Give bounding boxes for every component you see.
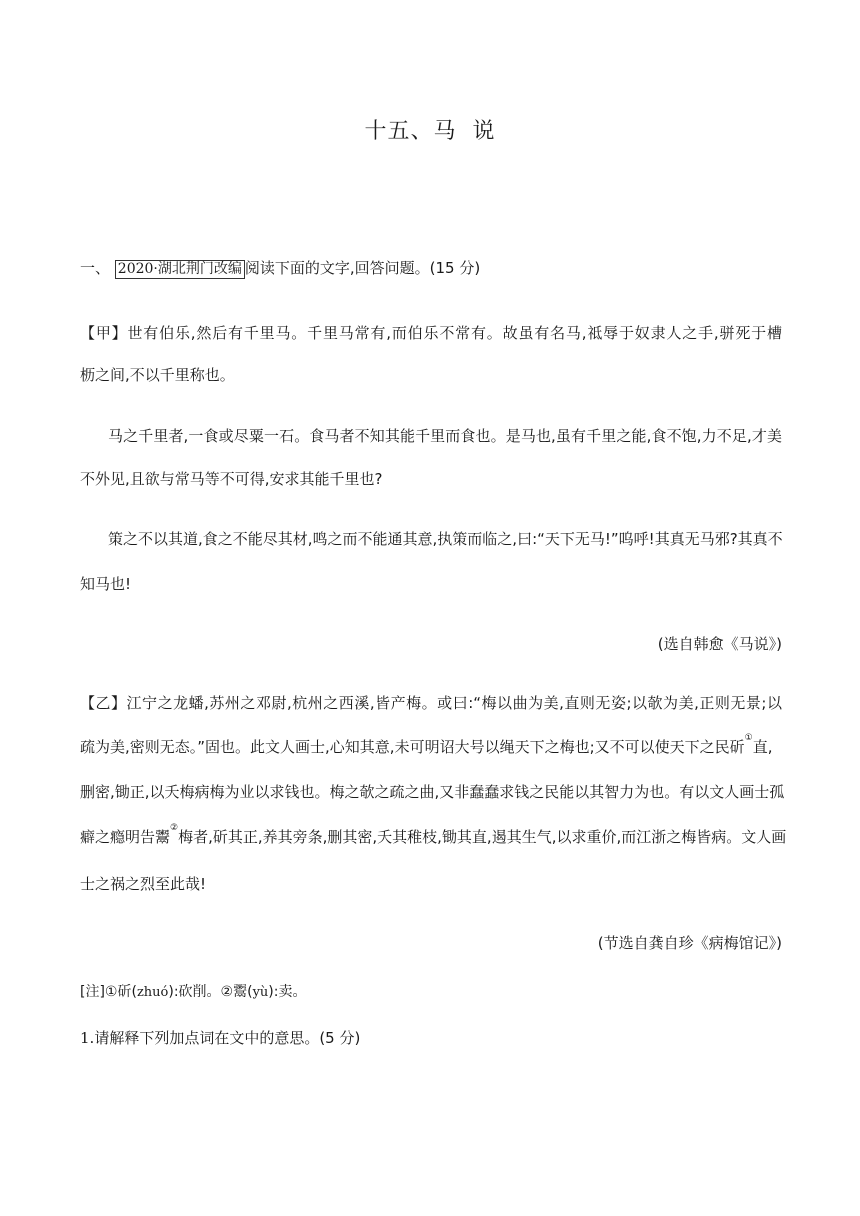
yi-line2: 疏为美,密则无态。”固也。此文人画士,心知其意,未可明诏大号以绳天下之梅也;又不可以使天下之民斫①直,: [80, 733, 773, 756]
question-1: [80, 1031, 360, 1046]
jia-p1-line2: 枥之间,不以千里称也。: [80, 366, 235, 384]
yi-line4: 癖之瘾明告鬻②梅者,斫其正,养其旁条,删其密,夭其稚枝,锄其直,遏其生气,以求重价,而江浙之梅皆病。文人画: [80, 823, 787, 846]
note-marker-1: ①: [744, 733, 753, 743]
jia-p2-line2: 不外见,且欲与常马等不可得,安求其能千里也?: [80, 470, 383, 488]
note-marker-2: ②: [170, 823, 179, 833]
yi-line3: 删密,锄正,以夭梅病梅为业以求钱也。梅之欹之疏之曲,又非蠢蠢求钱之民能以其智力为也。有以文人画士孤: [80, 783, 785, 801]
jia-p3-line2: 知马也!: [80, 575, 132, 593]
jia-p2-line1: 马之千里者,一食或尽粟一石。食马者不知其能千里而食也。是马也,虽有千里之能,食不饱,力不足,才美: [108, 427, 782, 445]
question-instruction: 阅读下面的文字,回答问题。(15 分): [244, 259, 481, 277]
yi-line5: 士之祸之烈至此哉!: [80, 875, 207, 893]
question-1-text: 请解释下列加点词在文中的意思。(5 分): [94, 1029, 361, 1047]
source-box: 2020·湖北荆门改编: [115, 260, 245, 279]
jia-p1-line1: 【甲】世有伯乐,然后有千里马。千里马常有,而伯乐不常有。故虽有名马,祗辱于奴隶人之手,骈死于槽: [80, 324, 782, 342]
title-part2: 说: [472, 119, 496, 144]
question-header: [80, 260, 480, 279]
page-title: [0, 114, 860, 145]
question-prefix: 一、: [80, 259, 111, 277]
footnotes: [注]①斫(zhuó):砍削。②鬻(yù):卖。: [80, 984, 307, 1000]
title-part1: 十五、马: [364, 119, 457, 144]
jia-source: (选自韩愈《马说》): [657, 635, 782, 653]
yi-source: (节选自龚自珍《病梅馆记》): [597, 934, 782, 952]
jia-p3-line1: 策之不以其道,食之不能尽其材,鸣之而不能通其意,执策而临之,曰:“天下无马!”呜呼!其真无马邪?其真不: [108, 530, 783, 548]
yi-line1: 【乙】江宁之龙蟠,苏州之邓尉,杭州之西溪,皆产梅。或曰:“梅以曲为美,直则无姿;以欹为美,正则无景;以: [80, 694, 782, 712]
question-1-number: 1.: [80, 1029, 95, 1047]
